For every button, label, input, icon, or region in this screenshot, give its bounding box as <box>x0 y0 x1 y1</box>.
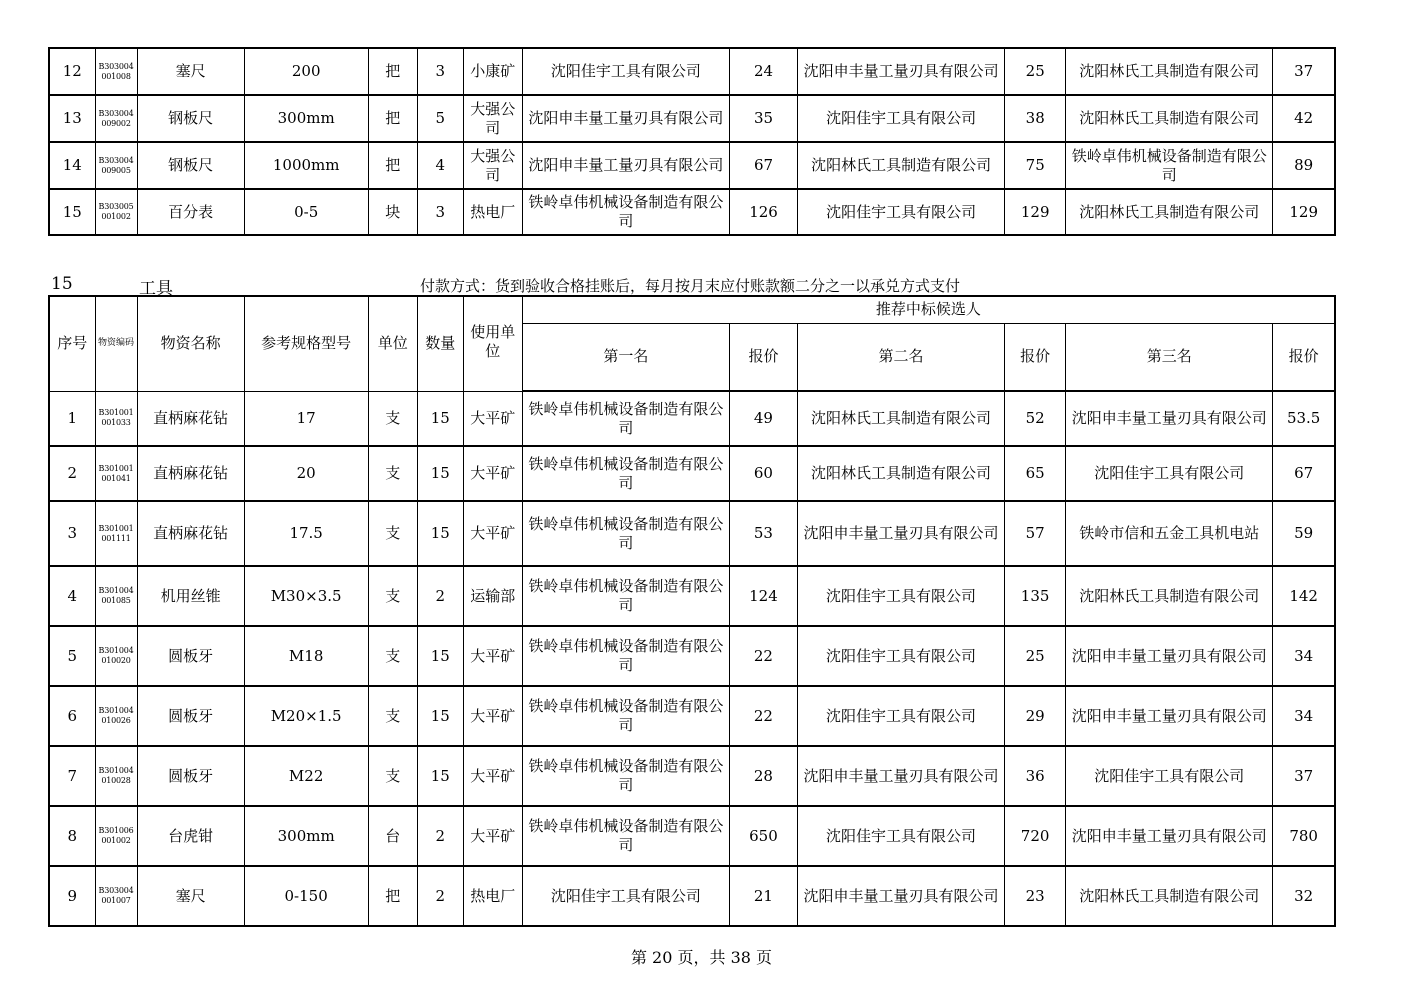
row-second-price: 720 <box>1005 806 1066 866</box>
row-qty: 2 <box>417 806 463 866</box>
row-third-supplier: 沈阳林氏工具制造有限公司 <box>1066 189 1273 235</box>
top-continuation-table <box>48 47 1336 236</box>
row-spec: 0-5 <box>244 189 368 235</box>
row-third-price: 53.5 <box>1273 391 1335 446</box>
row-first-price: 28 <box>729 746 797 806</box>
row-code: B301001 001111 <box>95 501 137 566</box>
row-no: 8 <box>49 806 95 866</box>
header-second: 第二名 <box>797 323 1004 391</box>
row-code: B301006 001002 <box>95 806 137 866</box>
row-code: B303004 009002 <box>95 95 137 142</box>
row-no: 7 <box>49 746 95 806</box>
row-second-supplier: 沈阳林氏工具制造有限公司 <box>798 142 1005 189</box>
row-first-supplier: 铁岭卓伟机械设备制造有限公司 <box>522 446 729 501</box>
row-dept: 热电厂 <box>463 866 522 926</box>
row-second-supplier: 沈阳佳宇工具有限公司 <box>797 686 1004 746</box>
row-name: 塞尺 <box>137 48 244 95</box>
row-second-price: 25 <box>1005 626 1066 686</box>
main-tools-table <box>48 295 1336 927</box>
row-qty: 5 <box>417 95 463 142</box>
table-row <box>49 806 1335 866</box>
row-qty: 15 <box>417 446 463 501</box>
row-unit: 支 <box>368 501 417 566</box>
payment-terms: 付款方式：货到验收合格挂账后，每月按月末应付账款额二分之一以承兑方式支付 <box>420 277 961 295</box>
row-no: 15 <box>49 189 95 235</box>
row-name: 台虎钳 <box>137 806 244 866</box>
page-footer: 第 20 页，共 38 页 <box>630 948 773 967</box>
row-second-price: 57 <box>1005 501 1066 566</box>
row-no: 3 <box>49 501 95 566</box>
row-second-supplier: 沈阳林氏工具制造有限公司 <box>797 446 1004 501</box>
row-unit: 支 <box>368 391 417 446</box>
row-first-supplier: 铁岭卓伟机械设备制造有限公司 <box>522 746 729 806</box>
row-third-price: 37 <box>1273 746 1335 806</box>
row-no: 5 <box>49 626 95 686</box>
row-second-supplier: 沈阳申丰量工量刃具有限公司 <box>798 48 1005 95</box>
row-first-supplier: 铁岭卓伟机械设备制造有限公司 <box>522 391 729 446</box>
row-spec: 200 <box>244 48 368 95</box>
header-third: 第三名 <box>1066 323 1273 391</box>
row-name: 钢板尺 <box>137 142 244 189</box>
row-spec: 17 <box>244 391 368 446</box>
row-second-price: 65 <box>1005 446 1066 501</box>
header-spec: 参考规格型号 <box>244 296 368 391</box>
row-unit: 支 <box>368 686 417 746</box>
row-dept: 大平矿 <box>463 746 522 806</box>
row-first-price: 22 <box>729 686 797 746</box>
row-spec: M18 <box>244 626 368 686</box>
row-second-supplier: 沈阳申丰量工量刃具有限公司 <box>797 746 1004 806</box>
row-second-price: 23 <box>1005 866 1066 926</box>
row-third-supplier: 铁岭卓伟机械设备制造有限公司 <box>1066 142 1273 189</box>
row-code: B301001 001033 <box>95 391 137 446</box>
row-first-supplier: 铁岭卓伟机械设备制造有限公司 <box>522 806 729 866</box>
header-name: 物资名称 <box>137 296 244 391</box>
header-qty: 数量 <box>417 296 463 391</box>
row-code: B303004 009005 <box>95 142 137 189</box>
row-no: 14 <box>49 142 95 189</box>
row-second-supplier: 沈阳申丰量工量刃具有限公司 <box>797 501 1004 566</box>
row-third-price: 37 <box>1273 48 1335 95</box>
row-dept: 大强公司 <box>463 95 522 142</box>
row-first-supplier: 铁岭卓伟机械设备制造有限公司 <box>522 566 729 626</box>
row-spec: M20×1.5 <box>244 686 368 746</box>
table-row <box>49 142 1335 189</box>
row-third-price: 32 <box>1273 866 1335 926</box>
header-unit: 单位 <box>368 296 417 391</box>
row-third-price: 34 <box>1273 626 1335 686</box>
row-qty: 15 <box>417 501 463 566</box>
row-unit: 台 <box>368 806 417 866</box>
table-row <box>49 866 1335 926</box>
row-code: B301001 001041 <box>95 446 137 501</box>
row-third-supplier: 沈阳申丰量工量刃具有限公司 <box>1066 391 1273 446</box>
row-second-price: 36 <box>1005 746 1066 806</box>
row-unit: 把 <box>368 866 417 926</box>
row-third-price: 142 <box>1273 566 1335 626</box>
row-second-supplier: 沈阳佳宇工具有限公司 <box>798 95 1005 142</box>
header-no: 序号 <box>49 296 95 391</box>
row-third-price: 129 <box>1273 189 1335 235</box>
row-second-price: 29 <box>1005 686 1066 746</box>
row-third-supplier: 沈阳申丰量工量刃具有限公司 <box>1066 626 1273 686</box>
row-code: B301004 010028 <box>95 746 137 806</box>
row-spec: M30×3.5 <box>244 566 368 626</box>
row-spec: 1000mm <box>244 142 368 189</box>
row-third-supplier: 沈阳佳宇工具有限公司 <box>1066 746 1273 806</box>
row-second-price: 52 <box>1005 391 1066 446</box>
row-third-supplier: 沈阳林氏工具制造有限公司 <box>1066 48 1273 95</box>
row-second-supplier: 沈阳佳宇工具有限公司 <box>797 626 1004 686</box>
row-spec: 300mm <box>244 806 368 866</box>
row-third-supplier: 沈阳申丰量工量刃具有限公司 <box>1066 686 1273 746</box>
row-qty: 15 <box>417 746 463 806</box>
table-row <box>49 566 1335 626</box>
row-third-price: 42 <box>1273 95 1335 142</box>
row-first-price: 126 <box>729 189 797 235</box>
row-name: 钢板尺 <box>137 95 244 142</box>
row-first-supplier: 铁岭卓伟机械设备制造有限公司 <box>522 501 729 566</box>
row-name: 塞尺 <box>137 866 244 926</box>
row-name: 机用丝锥 <box>137 566 244 626</box>
row-no: 13 <box>49 95 95 142</box>
row-qty: 4 <box>417 142 463 189</box>
header-row-1 <box>49 296 1335 323</box>
row-code: B301004 010026 <box>95 686 137 746</box>
row-spec: 17.5 <box>244 501 368 566</box>
row-third-price: 89 <box>1273 142 1335 189</box>
row-first-supplier: 沈阳佳宇工具有限公司 <box>522 866 729 926</box>
row-second-price: 129 <box>1005 189 1066 235</box>
table-row <box>49 746 1335 806</box>
row-first-price: 49 <box>729 391 797 446</box>
table-row <box>49 686 1335 746</box>
header-dept: 使用单位 <box>463 296 522 391</box>
row-first-price: 650 <box>729 806 797 866</box>
row-code: B303005 001002 <box>95 189 137 235</box>
row-no: 4 <box>49 566 95 626</box>
section-name: 工具 <box>139 279 173 299</box>
row-third-supplier: 沈阳林氏工具制造有限公司 <box>1066 866 1273 926</box>
table-row <box>49 48 1335 95</box>
row-first-price: 60 <box>729 446 797 501</box>
row-unit: 把 <box>368 48 417 95</box>
row-unit: 支 <box>368 626 417 686</box>
row-first-price: 67 <box>729 142 797 189</box>
row-unit: 块 <box>368 189 417 235</box>
row-third-price: 780 <box>1273 806 1335 866</box>
header-code: 物资编码 <box>95 296 137 391</box>
row-no: 1 <box>49 391 95 446</box>
row-first-price: 35 <box>729 95 797 142</box>
row-first-supplier: 铁岭卓伟机械设备制造有限公司 <box>522 626 729 686</box>
table-row <box>49 95 1335 142</box>
row-first-supplier: 沈阳申丰量工量刃具有限公司 <box>522 142 729 189</box>
table-row <box>49 391 1335 446</box>
row-unit: 支 <box>368 566 417 626</box>
row-spec: 300mm <box>244 95 368 142</box>
row-first-price: 22 <box>729 626 797 686</box>
row-no: 12 <box>49 48 95 95</box>
row-spec: 20 <box>244 446 368 501</box>
row-code: B303004 001007 <box>95 866 137 926</box>
table-row <box>49 501 1335 566</box>
row-dept: 大平矿 <box>463 626 522 686</box>
header-price-3: 报价 <box>1273 323 1335 391</box>
row-spec: M22 <box>244 746 368 806</box>
row-second-price: 75 <box>1005 142 1066 189</box>
row-dept: 运输部 <box>463 566 522 626</box>
row-qty: 2 <box>417 866 463 926</box>
row-first-price: 21 <box>729 866 797 926</box>
row-third-price: 59 <box>1273 501 1335 566</box>
row-first-supplier: 铁岭卓伟机械设备制造有限公司 <box>522 189 729 235</box>
row-dept: 热电厂 <box>463 189 522 235</box>
row-code: B301004 010020 <box>95 626 137 686</box>
row-second-supplier: 沈阳申丰量工量刃具有限公司 <box>797 866 1004 926</box>
row-third-supplier: 沈阳林氏工具制造有限公司 <box>1066 566 1273 626</box>
row-name: 直柄麻花钻 <box>137 501 244 566</box>
section-number: 15 <box>51 274 73 294</box>
row-name: 百分表 <box>137 189 244 235</box>
row-unit: 把 <box>368 142 417 189</box>
row-code: B303004 001008 <box>95 48 137 95</box>
row-second-supplier: 沈阳佳宇工具有限公司 <box>798 189 1005 235</box>
row-no: 6 <box>49 686 95 746</box>
row-first-supplier: 铁岭卓伟机械设备制造有限公司 <box>522 686 729 746</box>
row-unit: 支 <box>368 746 417 806</box>
row-first-supplier: 沈阳佳宇工具有限公司 <box>522 48 729 95</box>
header-recommend: 推荐中标候选人 <box>522 296 1335 323</box>
row-name: 直柄麻花钻 <box>137 391 244 446</box>
row-dept: 大平矿 <box>463 391 522 446</box>
row-third-supplier: 沈阳佳宇工具有限公司 <box>1066 446 1273 501</box>
row-spec: 0-150 <box>244 866 368 926</box>
header-price-1: 报价 <box>729 323 797 391</box>
row-dept: 大平矿 <box>463 686 522 746</box>
row-second-price: 25 <box>1005 48 1066 95</box>
row-first-price: 124 <box>729 566 797 626</box>
row-name: 圆板牙 <box>137 626 244 686</box>
row-qty: 3 <box>417 189 463 235</box>
row-qty: 15 <box>417 391 463 446</box>
row-dept: 大平矿 <box>463 501 522 566</box>
row-third-supplier: 沈阳林氏工具制造有限公司 <box>1066 95 1273 142</box>
row-second-supplier: 沈阳林氏工具制造有限公司 <box>797 391 1004 446</box>
row-third-supplier: 铁岭市信和五金工具机电站 <box>1066 501 1273 566</box>
row-name: 直柄麻花钻 <box>137 446 244 501</box>
header-first: 第一名 <box>522 323 729 391</box>
row-qty: 2 <box>417 566 463 626</box>
row-first-price: 24 <box>729 48 797 95</box>
row-code: B301004 001085 <box>95 566 137 626</box>
row-dept: 大强公司 <box>463 142 522 189</box>
row-unit: 支 <box>368 446 417 501</box>
row-name: 圆板牙 <box>137 686 244 746</box>
row-first-supplier: 沈阳申丰量工量刃具有限公司 <box>522 95 729 142</box>
row-qty: 15 <box>417 626 463 686</box>
row-dept: 大平矿 <box>463 446 522 501</box>
row-third-price: 34 <box>1273 686 1335 746</box>
row-no: 9 <box>49 866 95 926</box>
row-third-supplier: 沈阳申丰量工量刃具有限公司 <box>1066 806 1273 866</box>
row-second-supplier: 沈阳佳宇工具有限公司 <box>797 806 1004 866</box>
row-second-price: 135 <box>1005 566 1066 626</box>
row-dept: 大平矿 <box>463 806 522 866</box>
row-unit: 把 <box>368 95 417 142</box>
table-row <box>49 446 1335 501</box>
table-row <box>49 189 1335 235</box>
header-price-2: 报价 <box>1005 323 1066 391</box>
row-first-price: 53 <box>729 501 797 566</box>
row-dept: 小康矿 <box>463 48 522 95</box>
row-qty: 15 <box>417 686 463 746</box>
row-third-price: 67 <box>1273 446 1335 501</box>
row-no: 2 <box>49 446 95 501</box>
row-name: 圆板牙 <box>137 746 244 806</box>
row-second-price: 38 <box>1005 95 1066 142</box>
row-second-supplier: 沈阳佳宇工具有限公司 <box>797 566 1004 626</box>
table-row <box>49 626 1335 686</box>
row-qty: 3 <box>417 48 463 95</box>
